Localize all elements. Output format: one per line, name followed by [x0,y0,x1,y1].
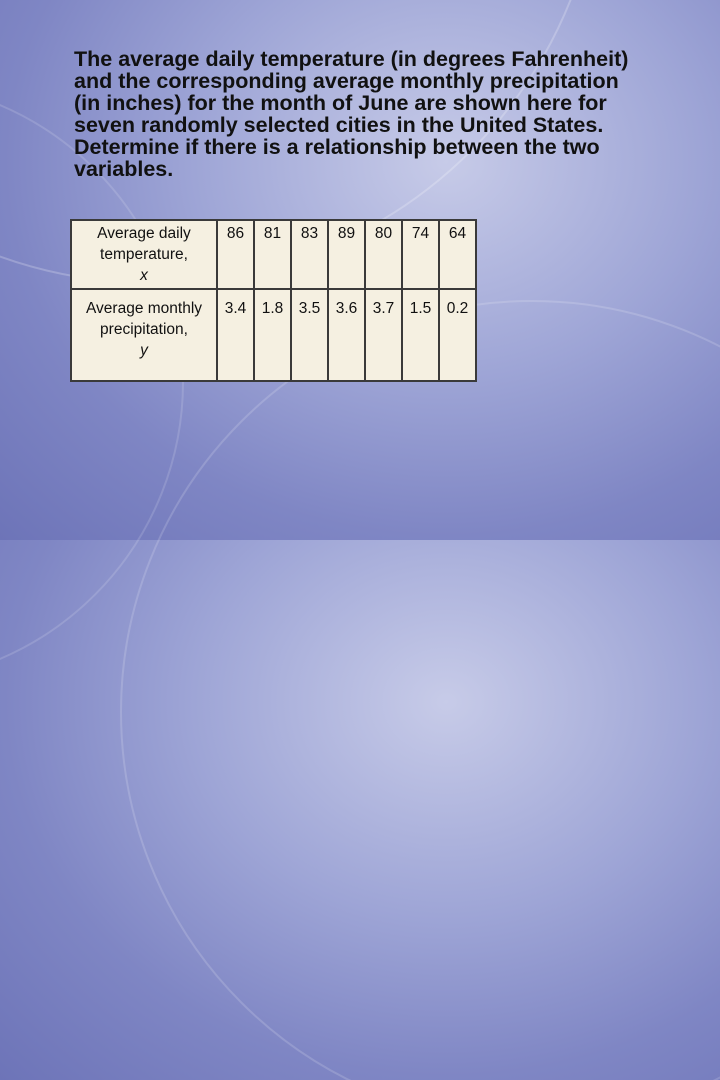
data-table [70,219,477,382]
table-cell: 64 [439,220,476,289]
table-cell: 0.2 [439,289,476,381]
table-cell: 81 [254,220,291,289]
table-row [71,220,476,289]
table-cell: 74 [402,220,439,289]
table-cell: 3.7 [365,289,402,381]
table-cell: 86 [217,220,254,289]
table-cell: 83 [291,220,328,289]
row-label-precipitation: Average monthly precipitation, y [71,289,217,381]
table-cell: 89 [328,220,365,289]
table-cell: 3.6 [328,289,365,381]
table-cell: 3.4 [217,289,254,381]
table-cell: 1.8 [254,289,291,381]
table-cell: 80 [365,220,402,289]
table-cell: 1.5 [402,289,439,381]
table-cell: 3.5 [291,289,328,381]
background-arc [120,300,720,1080]
table-row [71,289,476,381]
slide-paragraph: The average daily temperature (in degrees Fahrenheit) and the corresponding average monthly precipitation (in inches) for the month of June are shown here for seven randomly selected cities in the United States. Determine if there is a relationship between the two variables. [74,47,629,181]
row-label-temperature: Average daily temperature, x [71,220,217,289]
